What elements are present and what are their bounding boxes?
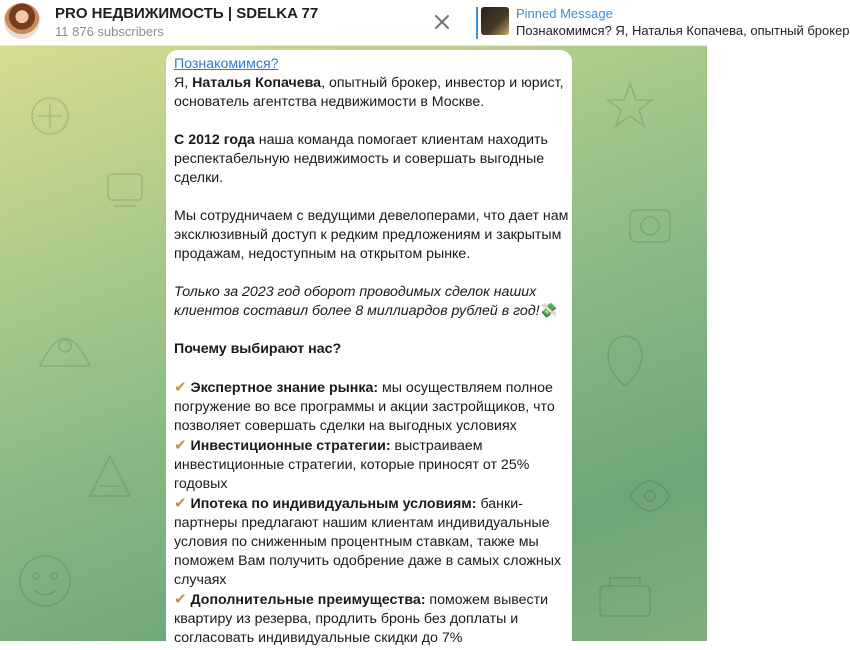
- doodle-icon: [590, 566, 660, 626]
- list-item-title: Инвестиционные стратегии:: [190, 438, 391, 454]
- check-icon: ✔: [174, 591, 187, 608]
- since-year: С 2012 года: [174, 132, 255, 148]
- close-icon[interactable]: [432, 12, 452, 32]
- pinned-message-title[interactable]: Pinned Message: [516, 6, 613, 21]
- doodle-icon: [600, 76, 660, 136]
- team-text: наша команда помогает клиентам находить респектабельную недвижимость и совершать выгодные сделки.: [174, 132, 548, 186]
- intro-prefix: Я,: [174, 75, 193, 91]
- pinned-indicator: [476, 7, 478, 39]
- why-heading: Почему выбирают нас?: [174, 341, 342, 357]
- list-item-text: мы осуществляем полное погружение во все программы и акции застройщиков, что позволяет совершать сделки на выгодных условиях: [174, 380, 555, 434]
- pinned-thumbnail[interactable]: [481, 7, 509, 35]
- doodle-icon: [620, 466, 680, 526]
- check-icon: ✔: [174, 437, 187, 454]
- channel-title[interactable]: PRO НЕДВИЖИМОСТЬ | SDELKA 77: [55, 5, 319, 22]
- list-item-title: Дополнительные преимущества:: [190, 592, 426, 608]
- doodle-icon: [30, 306, 100, 376]
- doodle-icon: [620, 196, 680, 256]
- list-item: [174, 494, 570, 590]
- list-item-title: Экспертное знание рынка:: [190, 380, 379, 396]
- list-item: [174, 590, 570, 648]
- list-item-title: Ипотека по индивидуальным условиям:: [190, 496, 477, 512]
- check-icon: ✔: [174, 379, 187, 396]
- doodle-icon: [20, 86, 80, 146]
- list-item-text: банки-партнеры предлагают нашим клиентам индивидуальные условия по сниженным процентным ставкам, также мы поможем Вам получить одобрение даже в самых сложных случаях: [174, 496, 562, 588]
- chat-header: [0, 0, 850, 46]
- channel-avatar[interactable]: [4, 3, 40, 39]
- doodle-icon: [590, 326, 660, 396]
- message-link[interactable]: Познакомимся?: [174, 56, 279, 72]
- list-item-text: выстраиваем инвестиционные стратегии, которые приносят от 25% годовых: [174, 438, 530, 492]
- list-item: [174, 436, 570, 494]
- doodle-icon: [100, 166, 150, 216]
- message-text: [174, 55, 570, 648]
- list-item-text: поможем вывести квартиру из резерва, продлить бронь без доплаты и согласовать индивидуальные скидки до 7%: [174, 592, 549, 646]
- intro-text: , опытный брокер, инвестор и юрист, основатель агентства недвижимости в Москве.: [174, 75, 564, 110]
- check-icon: ✔: [174, 495, 187, 512]
- pinned-message-preview[interactable]: Познакомимся? Я, Наталья Копачева, опытный брокер: [516, 23, 850, 38]
- doodle-icon: [10, 546, 80, 616]
- money-emoji-icon: 💸: [539, 303, 558, 319]
- author-name: Наталья Копачева: [192, 75, 322, 91]
- doodle-icon: [80, 446, 140, 506]
- subscriber-count: 11 876 subscribers: [55, 24, 164, 39]
- developers-text: Мы сотрудничаем с ведущими девелоперами, что дает нам эксклюзивный доступ к редким предложениям и закрытым продажам, недоступным на открытом рынке.: [174, 208, 569, 262]
- turnover-text: Только за 2023 год оборот проводимых сделок наших клиентов составил более 8 миллиардов рублей в год!: [174, 284, 540, 319]
- list-item: [174, 378, 570, 436]
